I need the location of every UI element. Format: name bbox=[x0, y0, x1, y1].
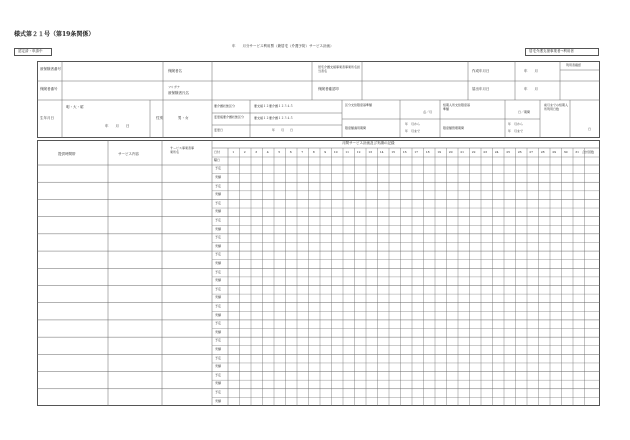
day-number: 19 bbox=[437, 149, 442, 154]
short-period-from: 年 月から bbox=[508, 122, 524, 126]
actual-label: 実績 bbox=[215, 381, 222, 386]
user-confirm-label: 利用者確認 bbox=[566, 63, 582, 67]
changed-care-level-label: 変更後要介護状態区分 bbox=[214, 115, 245, 119]
day-number: 6 bbox=[289, 149, 292, 154]
day-number: 13 bbox=[368, 149, 373, 154]
col-time-header: 提供時間帯 bbox=[58, 152, 76, 156]
day-number: 16 bbox=[402, 149, 407, 154]
status-right-text: 居宅介護支援事業者→利用者 bbox=[529, 49, 574, 53]
insurer-name-label: 保険者名 bbox=[168, 69, 182, 73]
day-number: 25 bbox=[506, 149, 511, 154]
furigana-label: フリガナ bbox=[168, 85, 180, 89]
col-day-header: 日付 bbox=[214, 150, 221, 154]
day-number: 15 bbox=[391, 149, 396, 154]
short-period-to: 年 月まで bbox=[508, 129, 524, 133]
day-number: 8 bbox=[312, 149, 315, 154]
limit-unit: 点／月 bbox=[423, 110, 433, 114]
day-number: 7 bbox=[301, 149, 304, 154]
day-number: 11 bbox=[345, 149, 350, 154]
changed-date-label: 変更日 bbox=[214, 128, 224, 132]
gender-label: 性別 bbox=[156, 116, 163, 120]
submitted-date-label: 届出年月日 bbox=[472, 87, 490, 91]
plan-label: 予定 bbox=[215, 390, 222, 395]
limit-period-label: 限度額適用期間 bbox=[345, 126, 367, 130]
day-number: 21 bbox=[460, 149, 465, 154]
created-date-value: 年 月 bbox=[524, 69, 538, 73]
plan-label: 予定 bbox=[215, 166, 222, 171]
prev-month-short-label: 前月までの短期入所利用日数 bbox=[544, 103, 569, 111]
day-number: 17 bbox=[414, 149, 419, 154]
insured-name-label: 被保険者氏名 bbox=[168, 91, 189, 95]
prev-month-short-days: 日 bbox=[588, 127, 592, 131]
day-number: 31 bbox=[575, 149, 580, 154]
status-left-text: 認定済・申請中 bbox=[18, 49, 43, 53]
actual-label: 実績 bbox=[215, 278, 222, 283]
col-total-header: 合計回数 bbox=[582, 150, 595, 154]
day-number: 14 bbox=[379, 149, 384, 154]
col-service-header: サービス内容 bbox=[118, 152, 139, 156]
plan-label: 予定 bbox=[215, 269, 222, 274]
plan-label: 予定 bbox=[215, 304, 222, 308]
actual-label: 実績 bbox=[215, 347, 222, 352]
plan-label: 予定 bbox=[215, 183, 222, 188]
changed-date-value: 年 月 日 bbox=[272, 128, 294, 132]
actual-label: 実績 bbox=[215, 398, 222, 403]
day-number: 20 bbox=[448, 149, 453, 154]
plan-label: 予定 bbox=[215, 252, 222, 257]
day-number: 4 bbox=[266, 149, 269, 154]
short-stay-limit-label: 短期入所支給限度基準額 bbox=[443, 103, 471, 111]
day-number: 10 bbox=[333, 149, 338, 154]
plan-label: 予定 bbox=[215, 217, 222, 222]
plan-label: 予定 bbox=[215, 235, 222, 240]
day-number: 24 bbox=[494, 149, 499, 154]
actual-label: 実績 bbox=[215, 260, 222, 265]
plan-label: 予定 bbox=[215, 355, 222, 360]
day-number: 30 bbox=[563, 149, 568, 154]
plan-label: 予定 bbox=[215, 286, 222, 291]
day-number: 18 bbox=[425, 149, 430, 154]
plan-label: 予定 bbox=[215, 338, 222, 343]
table-title: 月間サービス計画及び実績の記録 bbox=[342, 141, 395, 145]
day-number: 1 bbox=[232, 149, 235, 154]
actual-label: 実績 bbox=[215, 226, 222, 231]
changed-care-level-value: 要支援１２要介護１２３４５ bbox=[254, 116, 294, 120]
col-provider-header: サービス事業者事業所名 bbox=[170, 146, 195, 154]
day-number: 28 bbox=[540, 149, 545, 154]
col-weekday-header: 曜日 bbox=[214, 158, 221, 162]
actual-label: 実績 bbox=[215, 329, 222, 334]
day-number: 27 bbox=[529, 149, 534, 154]
actual-label: 実績 bbox=[215, 174, 222, 179]
birth-date-label: 生年月日 bbox=[40, 116, 54, 120]
limit-period-from: 年 月から bbox=[405, 122, 421, 126]
actual-label: 実績 bbox=[215, 192, 222, 197]
form-number: 様式第２１号（第19条関係） bbox=[14, 31, 95, 38]
day-number: 9 bbox=[324, 149, 327, 154]
plan-label: 予定 bbox=[215, 372, 222, 377]
day-number: 5 bbox=[278, 149, 281, 154]
plan-label: 予定 bbox=[215, 321, 222, 326]
care-level-label: 要介護状態区分 bbox=[214, 104, 236, 108]
day-number: 3 bbox=[255, 149, 258, 154]
actual-label: 実績 bbox=[215, 243, 222, 248]
day-number: 2 bbox=[243, 149, 246, 154]
limit-period-to: 年 月まで bbox=[405, 129, 421, 133]
short-stay-unit: 日／期間 bbox=[518, 110, 531, 114]
actual-label: 実績 bbox=[215, 364, 222, 369]
form-title: 年 月分サービス利用票（兼居宅（介護予防）サービス計画） bbox=[232, 44, 334, 48]
day-number: 23 bbox=[483, 149, 488, 154]
plan-label: 予定 bbox=[215, 200, 222, 205]
insured-number-label: 被保険者番号 bbox=[40, 67, 61, 71]
submitted-date-value: 年 月 bbox=[524, 87, 538, 91]
care-level-value: 要支援１２要介護１２３４５ bbox=[254, 104, 294, 108]
day-number: 12 bbox=[356, 149, 361, 154]
short-period-label: 限度額管理期間 bbox=[443, 126, 465, 130]
gender-options: 男・女 bbox=[178, 116, 189, 120]
era-options: 明・大・昭 bbox=[66, 105, 84, 109]
limit-amount-label: 区分支給限度基準額 bbox=[345, 103, 373, 107]
actual-label: 実績 bbox=[215, 209, 222, 214]
day-number: 29 bbox=[552, 149, 557, 154]
provider-label: 居宅介護支援事業者事業所名担当者名 bbox=[318, 65, 361, 73]
birth-ymd: 年 月 日 bbox=[105, 124, 130, 128]
actual-label: 実績 bbox=[215, 312, 222, 317]
day-number: 26 bbox=[517, 149, 522, 154]
insurer-confirm-label: 保険者確認印 bbox=[318, 87, 339, 91]
created-date-label: 作成年月日 bbox=[472, 69, 490, 73]
actual-label: 実績 bbox=[215, 295, 222, 300]
insurer-number-label: 保険者番号 bbox=[40, 87, 58, 91]
day-number: 22 bbox=[471, 149, 476, 154]
